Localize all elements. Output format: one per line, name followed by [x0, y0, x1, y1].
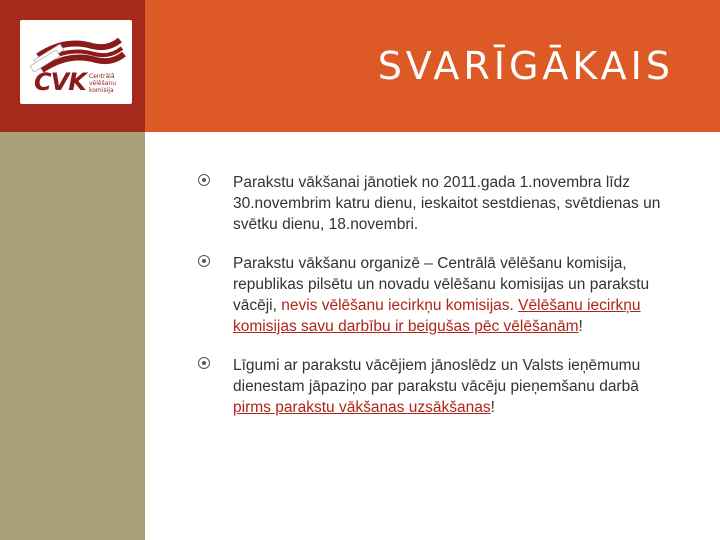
- list-item: [198, 253, 678, 337]
- left-bottom-panel: [0, 132, 145, 540]
- page-title: SVARĪGĀKAIS: [377, 44, 674, 88]
- item-text-part: !: [490, 399, 495, 416]
- logo-subtitle: [89, 73, 129, 94]
- list-item: [198, 172, 678, 235]
- item-text-emphasis-underlined: pirms parakstu vākšanas uzsākšanas: [233, 399, 491, 416]
- logo-abbr: CVK: [34, 68, 86, 96]
- item-text-part: .: [509, 297, 519, 314]
- item-text-emphasis-underlined: Vēlēšanu iecirkņu komisijas savu darbību ir beigušas pēc vēlēšanām: [233, 297, 641, 335]
- item-text: Parakstu vākšanai jānotiek no 2011.gada 1.novembra līdz 30.novembrim katru dienu, ieskaitot sestdienas, svētdienas un svētku dienu, 18.novembri.: [233, 174, 661, 233]
- bullet-list: [198, 172, 678, 436]
- logo-sub-line2: vēlēšanu: [89, 80, 117, 87]
- logo-sub-line3: komisija: [89, 87, 114, 94]
- item-text-part: Līgumi ar parakstu vācējiem jānoslēdz un Valsts ieņēmumu dienestam jāpaziņo par parakstu vācēju pieņemšanu darbā: [233, 357, 641, 395]
- bullet-icon: [198, 255, 210, 267]
- item-text-emphasis: nevis vēlēšanu iecirkņu komisijas: [281, 297, 510, 314]
- list-item: [198, 355, 678, 418]
- bullet-icon: [198, 174, 210, 186]
- logo-sub-line1: Centrālā: [89, 73, 115, 80]
- title-band: [145, 0, 720, 132]
- item-text-part: Parakstu vākšanu organizē – Centrālā vēlēšanu komisija, republikas pilsētu un novadu vēlēšanu komisijas un parakstu vācēji,: [233, 255, 650, 314]
- cvk-logo: [20, 20, 132, 104]
- item-text: [233, 253, 678, 337]
- item-text-part: !: [578, 318, 583, 335]
- bullet-icon: [198, 357, 210, 369]
- item-text: [233, 355, 678, 418]
